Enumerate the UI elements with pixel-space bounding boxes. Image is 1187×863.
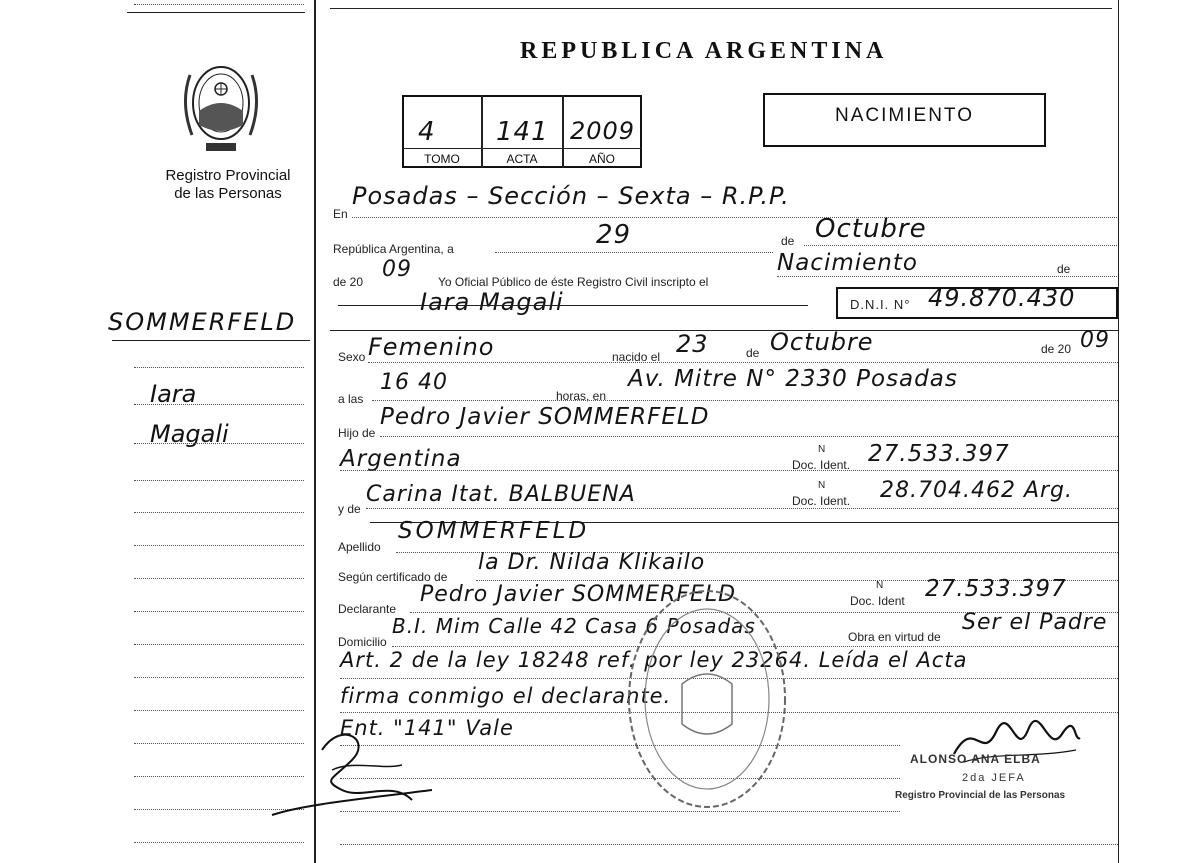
sexo-line (368, 362, 1118, 363)
margin-dotline (134, 480, 304, 481)
oficial-label: Yo Oficial Público de éste Registro Civil inscripto el (438, 275, 709, 289)
margin-dotline (134, 404, 304, 405)
doc3-label: Doc. Ident (850, 594, 905, 608)
margin-dotline (134, 443, 304, 444)
alas-label: a las (338, 392, 364, 406)
obs-line-1: Art. 2 de la ley 18248 ref. por ley 23264. Leída el Acta (340, 648, 968, 672)
tomo-value: 4 (418, 117, 436, 147)
obs-line-3: Ent. "141" Vale (340, 716, 514, 740)
obs-line-2: firma conmigo el declarante. (340, 684, 672, 708)
margin-dotline (134, 4, 304, 5)
inscripto-value: Nacimiento (777, 250, 918, 276)
official-stamp-icon (622, 584, 792, 814)
nac-year-value: 09 (1080, 328, 1110, 353)
sexo-label: Sexo (338, 350, 366, 364)
doc2-sup: N (818, 480, 826, 491)
hijo-label: Hijo de (338, 426, 376, 440)
margin-dotline (134, 842, 304, 843)
anio-label: AÑO (588, 152, 615, 166)
month-value: Octubre (815, 214, 927, 244)
right-border (1118, 0, 1119, 863)
declarant-signature-icon (262, 720, 442, 820)
nombre-line (338, 305, 808, 306)
padre-nac-value: Argentina (340, 446, 462, 472)
apellido-value: SOMMERFELD (398, 518, 590, 544)
year-value: 09 (382, 257, 412, 282)
nombre-value: Iara Magali (420, 288, 564, 316)
margin-name-1: Iara (150, 380, 197, 408)
alas-line (372, 400, 1118, 401)
inscripto-line (777, 276, 1117, 277)
dni-value: 49.870.430 (928, 284, 1076, 312)
en-value: Posadas – Sección – Sexta – R.P.P. (352, 182, 790, 210)
country-heading: REPUBLICA ARGENTINA (520, 38, 888, 64)
margin-surname-underline (112, 340, 310, 341)
yde-label: y de (338, 502, 361, 516)
anio-value: 2009 (570, 117, 636, 145)
declarante-label: Declarante (338, 602, 397, 616)
domicilio-value: B.I. Mim Calle 42 Casa 6 Posadas (392, 614, 756, 638)
top-rule (330, 8, 1112, 9)
day-value: 29 (596, 220, 632, 250)
en-line (352, 217, 1117, 218)
margin-dotline (134, 677, 304, 678)
de3-label: de (746, 346, 760, 360)
madre-value: Carina Itat. BALBUENA (366, 482, 636, 507)
madre-line (366, 508, 1118, 509)
obra-value: Ser el Padre (962, 610, 1108, 635)
official-name: ALONSO ANA ELBA (910, 752, 1041, 766)
doc1-sup: N (818, 444, 826, 455)
de20-label: de 20 (333, 275, 364, 289)
margin-dotline (134, 710, 304, 711)
margin-dotline (134, 367, 304, 368)
provincial-seal-icon (178, 55, 264, 155)
declarante-value: Pedro Javier SOMMERFELD (420, 582, 737, 607)
republica-label: República Argentina, a (333, 242, 454, 256)
obra-label: Obra en virtud de (848, 630, 941, 644)
de-label: de (781, 234, 795, 248)
obs-dotline (340, 844, 1118, 845)
de200-label: de 20 (1041, 342, 1072, 356)
agency-line-1: Registro Provincial (165, 167, 291, 184)
lugar-value: Av. Mitre N° 2330 Posadas (628, 366, 958, 392)
margin-dotline (134, 611, 304, 612)
domicilio-label: Domicilio (338, 635, 387, 649)
de2-label: de (1057, 262, 1071, 276)
section-rule (330, 330, 1118, 331)
en-label: En (333, 207, 348, 221)
padre-line (380, 436, 1118, 437)
nac-day-value: 23 (676, 330, 709, 358)
sexo-value: Femenino (368, 333, 495, 361)
madre-doc-value: 28.704.462 Arg. (880, 478, 1074, 503)
nac-month-value: Octubre (770, 328, 874, 356)
margin-dotline (134, 644, 304, 645)
hora-value: 16 40 (380, 370, 448, 395)
box-divider-h (402, 148, 642, 149)
doc2-label: Doc. Ident. (792, 494, 851, 508)
dni-label: D.N.I. N° (850, 297, 911, 312)
certificado-value: la Dr. Nilda Klikailo (478, 550, 706, 575)
margin-surname: SOMMERFELD (108, 308, 297, 336)
official-title: 2da JEFA (962, 772, 1026, 784)
tomo-label: TOMO (424, 152, 460, 166)
month-line (804, 245, 1117, 246)
margin-dotline (134, 512, 304, 513)
day-line (495, 252, 773, 253)
acta-label: ACTA (506, 152, 538, 166)
padre-doc-line (340, 470, 1118, 471)
doc3-sup: N (876, 580, 884, 591)
left-top-rule (127, 12, 305, 13)
horas-label: horas, en (556, 389, 607, 403)
margin-dotline (134, 545, 304, 546)
apellido-label: Apellido (338, 540, 381, 554)
segun-label: Según certificado de (338, 570, 448, 584)
doc1-label: Doc. Ident. (792, 458, 851, 472)
official-office: Registro Provincial de las Personas (895, 790, 1066, 801)
nacido-label: nacido el (612, 350, 661, 364)
padre-doc-value: 27.533.397 (868, 441, 1010, 467)
declarante-doc-value: 27.533.397 (925, 576, 1067, 602)
doc-type: NACIMIENTO (835, 105, 974, 126)
agency-name (130, 167, 326, 203)
padre-value: Pedro Javier SOMMERFELD (380, 404, 710, 430)
margin-name-2: Magali (150, 420, 229, 448)
agency-line-2: de las Personas (174, 185, 282, 202)
acta-value: 141 (496, 117, 549, 147)
margin-dotline (134, 578, 304, 579)
